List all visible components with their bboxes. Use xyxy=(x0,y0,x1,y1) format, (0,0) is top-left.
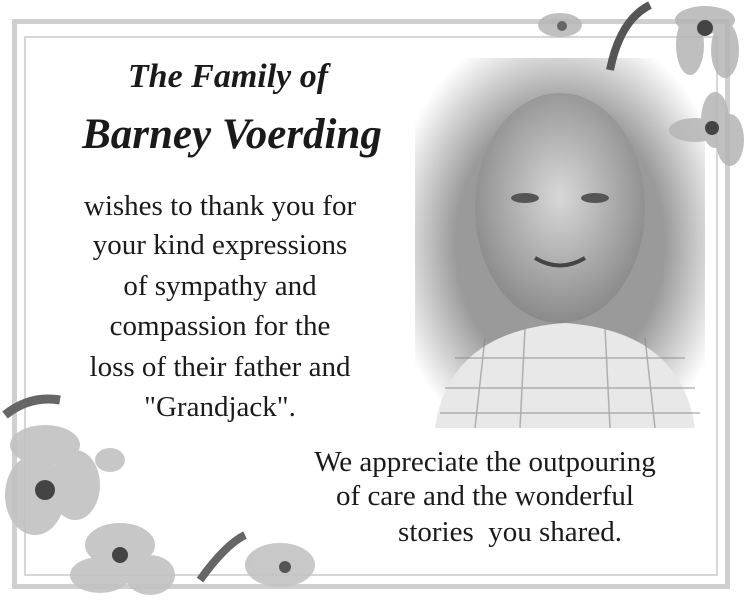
message-line: of sympathy and xyxy=(123,270,317,302)
message-line: loss of their father and xyxy=(89,351,351,383)
flower-decoration-top xyxy=(530,0,745,180)
message-line: your kind expressions xyxy=(92,229,348,261)
message-line: "Grandjack". xyxy=(144,391,296,423)
closing-line: of care and the wonderful xyxy=(336,480,634,512)
closing-line: We appreciate the outpouring xyxy=(314,446,656,478)
closing-line: stories you shared. xyxy=(398,516,622,548)
deceased-name: Barney Voerding xyxy=(82,111,382,158)
message-line: wishes to thank you for xyxy=(83,190,357,222)
message-line: compassion for the xyxy=(109,310,331,342)
heading-family-of: The Family of xyxy=(127,58,329,95)
